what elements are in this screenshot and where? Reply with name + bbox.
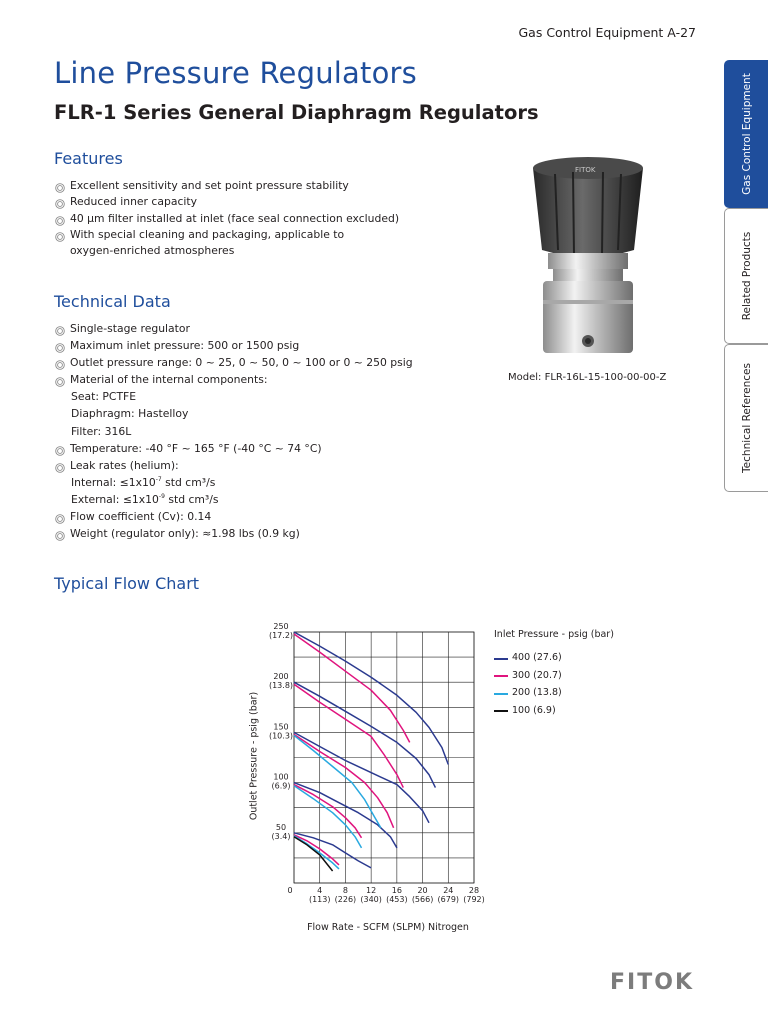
tab-label: Related Products [740, 231, 753, 321]
chart-ylabel: Outlet Pressure - psig (bar) [248, 691, 260, 821]
legend-swatch [494, 658, 508, 660]
feature-text: oxygen-enriched atmospheres [70, 244, 235, 258]
series-curve-2 [294, 735, 381, 827]
legend-label: 200 (13.8) [512, 687, 562, 698]
flow-chart-heading: Typical Flow Chart [54, 574, 200, 593]
tech-text: Single-stage regulator [70, 322, 190, 335]
x-tick-sublabel: (226) [334, 895, 357, 904]
y-tick-sublabel: (17.2) [268, 631, 294, 640]
chart-xlabel: Flow Rate - SCFM (SLPM) Nitrogen [307, 922, 469, 933]
leak-external-exp: -9 [158, 492, 165, 500]
tech-text: Flow coefficient (Cv): 0.14 [70, 510, 212, 524]
leak-internal-label: Internal: ≤1x10 [71, 475, 156, 489]
y-tick-label: 150 [273, 722, 289, 732]
tech-text: Seat: PCTFE [71, 390, 137, 404]
header-section-ref: Gas Control Equipment A-27 [518, 25, 696, 40]
tab-label: Technical References [740, 363, 753, 473]
series-curve-1 [294, 634, 410, 742]
y-tick-sublabel: (6.9) [271, 781, 291, 791]
feature-text: With special cleaning and packaging, applicable to [70, 227, 345, 241]
leak-external-unit: std cm³/s [164, 492, 219, 506]
y-tick-label: 100 [273, 772, 289, 782]
page-title: Line Pressure Regulators [54, 56, 417, 90]
feature-text: Reduced inner capacity [70, 195, 198, 209]
brand-logo: FITOK [610, 970, 694, 995]
features-heading: Features [54, 149, 123, 168]
leak-external-label: External: ≤1x10 [71, 492, 159, 506]
x-tick-label: 20 [417, 886, 428, 895]
series-curve-2 [294, 786, 362, 848]
legend-label: 300 (20.7) [512, 669, 562, 681]
series-curve-1 [294, 734, 394, 827]
tech-text: Leak rates (helium): [70, 458, 179, 472]
tech-text: Diaphragm: Hastelloy [71, 407, 189, 421]
y-tick-label: 200 [273, 672, 289, 682]
x-tick-sublabel: (453) [386, 895, 408, 904]
y-tick-sublabel: (13.8) [268, 681, 294, 691]
x-tick-sublabel: (792) [463, 895, 485, 904]
legend-title: Inlet Pressure - psig (bar) [494, 629, 614, 640]
x-tick-sublabel: (113) [308, 895, 331, 904]
legend-swatch [494, 710, 508, 712]
tab-label: Gas Control Equipment [740, 73, 753, 195]
tech-text: Material of the internal components: [70, 373, 268, 387]
y-tick-sublabel: (10.3) [268, 731, 294, 741]
series-curve-0 [294, 682, 435, 787]
legend-label: 100 (6.9) [512, 704, 556, 716]
tech-text: Maximum inlet pressure: 500 or 1500 psig [70, 339, 300, 353]
y-tick-label: 50 [275, 822, 287, 832]
y-tick-label: 250 [273, 622, 289, 631]
leak-internal-unit: std cm³/s [161, 475, 216, 489]
feature-text: 40 μm filter installed at inlet (face seal connection excluded) [70, 211, 400, 225]
x-tick-label: 24 [443, 886, 454, 895]
x-tick-label: 0 [287, 886, 293, 895]
legend-swatch [494, 693, 508, 695]
x-tick-sublabel: (340) [360, 895, 382, 904]
x-tick-label: 16 [391, 886, 402, 895]
x-tick-sublabel: (566) [411, 895, 434, 904]
leak-internal-exp: -7 [155, 475, 162, 483]
page-subtitle: FLR-1 Series General Diaphragm Regulators [54, 101, 539, 124]
y-tick-sublabel: (3.4) [271, 831, 291, 841]
tech-text: Filter: 316L [71, 424, 132, 438]
series-curve-0 [294, 732, 429, 822]
feature-text: Excellent sensitivity and set point pressure stability [70, 179, 349, 192]
legend-label: 400 (27.6) [512, 652, 562, 663]
tech-text: Temperature: -40 °F ~ 165 °F (-40 °C ~ 74 °C) [70, 441, 322, 455]
technical-heading: Technical Data [54, 292, 171, 311]
x-tick-label: 12 [366, 886, 377, 895]
knob-brand-text: FITOK [575, 166, 596, 174]
x-tick-label: 8 [342, 886, 348, 895]
x-tick-label: 4 [317, 886, 323, 895]
tech-text: Weight (regulator only): ≈1.98 lbs (0.9 kg) [70, 527, 300, 541]
x-tick-sublabel: (679) [437, 895, 460, 904]
model-caption: Model: FLR-16L-15-100-00-00-Z [508, 372, 667, 383]
legend-swatch [494, 675, 508, 677]
x-tick-label: 28 [468, 886, 480, 895]
tech-text: Outlet pressure range: 0 ~ 25, 0 ~ 50, 0 ~ 100 or 0 ~ 250 psig [70, 356, 413, 370]
